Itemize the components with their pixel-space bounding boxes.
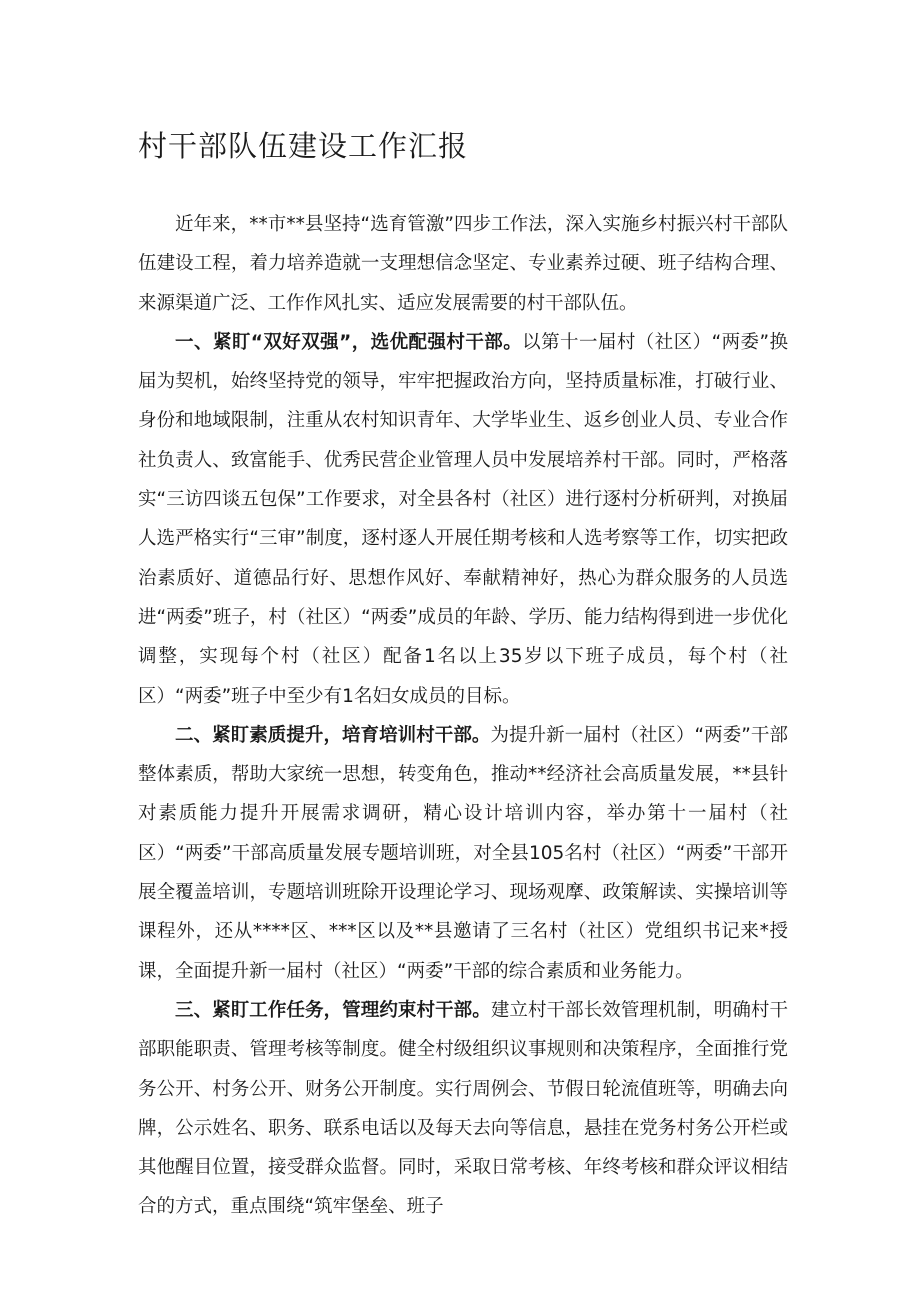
paragraph-heading: 二、紧盯素质提升，培育培训村干部。 <box>175 724 491 746</box>
paragraph-section-3 <box>138 991 788 1227</box>
paragraph-body: 建立村干部长效管理机制，明确村干部职能职责、管理考核等制度。健全村级组织议事规则和决策程序，全面推行党务公开、村务公开、财务公开制度。实行周例会、节假日轮流值班等，明确去向牌，公示姓名、职务、联系电话以及每天去向等信息，悬挂在党务村务公开栏或其他醒目位置，接受群众监督。同时，采取日常考核、年终考核和群众评议相结合的方式，重点围绕“筑牢堡垒、班子 <box>138 999 788 1218</box>
paragraph-section-1 <box>138 323 788 716</box>
paragraph-section-2 <box>138 716 788 991</box>
document-title: 村干部队伍建设工作汇报 <box>138 129 469 163</box>
paragraph-body: 以第十一届村（社区）“两委”换届为契机，始终坚持党的领导，牢牢把握政治方向，坚持质量标准，打破行业、身份和地域限制，注重从农村知识青年、大学毕业生、返乡创业人员、专业合作社负责人、致富能手、优秀民营企业管理人员中发展培养村干部。同时，严格落实“三访四谈五包保”工作要求，对全县各村（社区）进行逐村分析研判，对换届人选严格实行“三审”制度，逐村逐人开展任期考核和人选考察等工作，切实把政治素质好、道德品行好、思想作风好、奉献精神好，热心为群众服务的人员选进“两委”班子，村（社区）“两委”成员的年龄、学历、能力结构得到进一步优化调整，实现每个村（社区）配备1名以上35岁以下班子成员，每个村（社区）“两委”班子中至少有1名妇女成员的目标。 <box>138 331 788 707</box>
paragraph-body: 为提升新一届村（社区）“两委”干部整体素质，帮助大家统一思想，转变角色，推动**经济社会高质量发展，**县针对素质能力提升开展需求调研，精心设计培训内容，举办第十一届村（社区）“两委”干部高质量发展专题培训班，对全县105名村（社区）“两委”干部开展全覆盖培训，专题培训班除开设理论学习、现场观摩、政策解读、实操培训等课程外，还从****区、***区以及**县邀请了三名村（社区）党组织书记来*授课，全面提升新一届村（社区）“两委”干部的综合素质和业务能力。 <box>138 724 788 982</box>
paragraph-heading: 一、紧盯“双好双强”，选优配强村干部。 <box>175 331 523 353</box>
paragraph-body: 近年来，**市**县坚持“选育管激”四步工作法，深入实施乡村振兴村干部队伍建设工程，着力培养造就一支理想信念坚定、专业素养过硬、班子结构合理、来源渠道广泛、工作作风扎实、适应发展需要的村干部队伍。 <box>138 214 788 314</box>
paragraph-intro <box>138 205 788 323</box>
paragraph-heading: 三、紧盯工作任务，管理约束村干部。 <box>175 999 491 1021</box>
